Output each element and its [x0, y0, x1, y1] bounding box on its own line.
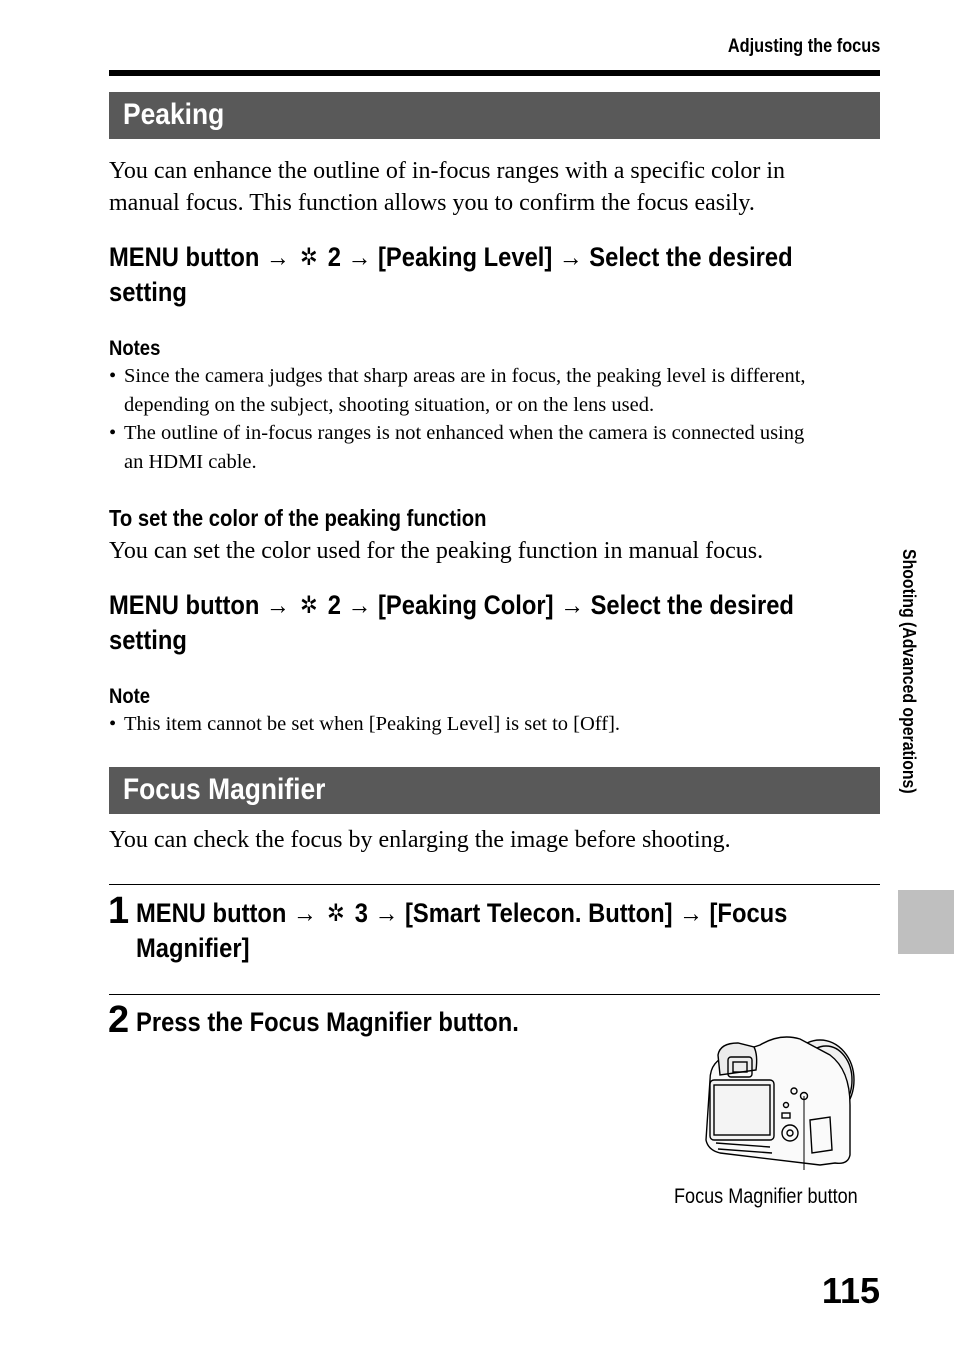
- arrow-icon: →: [560, 590, 584, 620]
- section-header-focus-magnifier: Focus Magnifier: [109, 767, 880, 814]
- notes-title: Notes: [109, 337, 161, 360]
- note-list: [109, 710, 884, 739]
- step-divider: [109, 884, 880, 885]
- arrow-icon: →: [558, 242, 583, 272]
- gear-icon: ✲: [299, 592, 318, 619]
- arrow-icon: →: [293, 898, 317, 928]
- arrow-icon: →: [266, 590, 290, 620]
- step-number: 2: [108, 999, 130, 1041]
- focus-magnifier-intro: You can check the focus by enlarging the image before shooting.: [109, 827, 731, 853]
- menu-path-peaking-level: MENU button → ✲ 2 → [Peaking Level] → Select the desired setting: [109, 242, 793, 307]
- peaking-intro: You can enhance the outline of in-focus ranges with a specific color in manual focus. This function allows you to confirm the focus easily.: [109, 158, 786, 216]
- top-rule: [109, 70, 880, 76]
- arrow-icon: →: [266, 242, 290, 272]
- arrow-icon: →: [347, 590, 372, 620]
- arrow-icon: →: [374, 898, 399, 928]
- step-divider: [109, 994, 880, 995]
- running-header: Adjusting the focus: [727, 36, 880, 57]
- gear-icon: ✲: [326, 900, 345, 927]
- notes-list: [109, 362, 884, 476]
- arrow-icon: →: [347, 242, 372, 272]
- menu-path-peaking-color: MENU button → ✲ 2 → [Peaking Color] → Select the desired setting: [109, 590, 794, 655]
- list-item: • This item cannot be set when [Peaking Level] is set to [Off].: [109, 710, 884, 739]
- side-tab-label: Shooting (Advanced operations): [899, 549, 919, 794]
- gear-icon: ✲: [299, 244, 318, 271]
- peaking-color-subhead: To set the color of the peaking function: [109, 505, 487, 531]
- peaking-color-text: You can set the color used for the peaking function in manual focus.: [109, 538, 764, 564]
- page-number: 115: [821, 1270, 880, 1311]
- step-2-text: Press the Focus Magnifier button.: [136, 1007, 519, 1037]
- arrow-icon: →: [679, 898, 703, 928]
- camera-illustration: [700, 1025, 860, 1170]
- list-item: • The outline of in-focus ranges is not enhanced when the camera is connected using an HDMI cable.: [109, 419, 884, 476]
- step-1-text: MENU button → ✲ 3 → [Smart Telecon. Button] → [Focus Magnifier]: [136, 898, 788, 963]
- camera-caption: Focus Magnifier button: [674, 1185, 858, 1208]
- list-item: • Since the camera judges that sharp areas are in focus, the peaking level is different, depending on the subject, shooting situation, or on the lens used.: [109, 362, 884, 419]
- section-header-peaking: Peaking: [109, 92, 880, 139]
- side-tab-marker: [898, 890, 954, 954]
- note-title: Note: [109, 685, 151, 708]
- step-number: 1: [108, 890, 130, 932]
